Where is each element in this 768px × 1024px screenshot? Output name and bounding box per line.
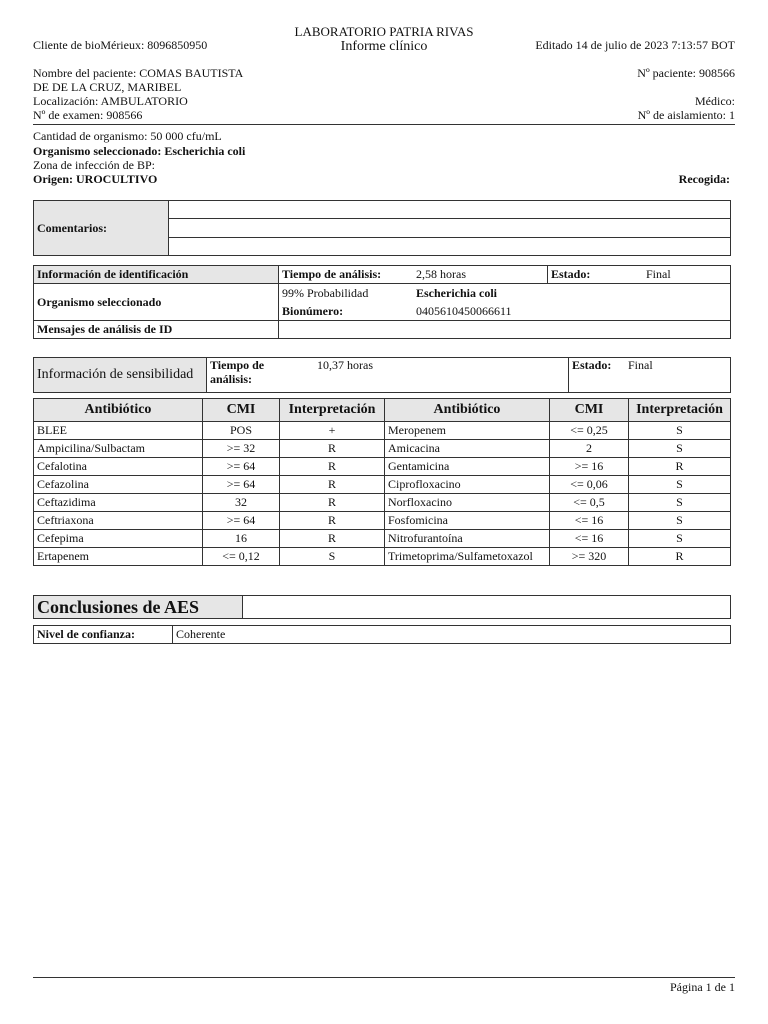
id-time-label: Tiempo de análisis: [279, 266, 414, 284]
collected-label: Recogida: [678, 172, 730, 186]
antibiotic-name: Norfloxacino [385, 494, 550, 512]
id-status-value: Final [640, 266, 731, 284]
antibiotic-name: Fosfomicina [385, 512, 550, 530]
comments-label: Comentarios: [34, 201, 169, 256]
interpretation-value: R [280, 494, 385, 512]
interpretation-value: R [629, 458, 731, 476]
id-messages-label: Mensajes de análisis de ID [34, 321, 279, 339]
table-row [34, 458, 731, 476]
sensitivity-header [33, 357, 731, 393]
cmi-value: <= 16 [550, 530, 629, 548]
cmi-value: <= 0,12 [203, 548, 280, 566]
antibiotic-table-header [34, 399, 731, 422]
antibiotic-name: Gentamicina [385, 458, 550, 476]
cmi-value: >= 32 [203, 440, 280, 458]
selected-organism: Organismo seleccionado: Escherichia coli [33, 144, 246, 158]
cmi-value: >= 64 [203, 512, 280, 530]
table-row [34, 476, 731, 494]
cmi-value: >= 16 [550, 458, 629, 476]
antibiotic-name: Amicacina [385, 440, 550, 458]
infection-zone: Zona de infección de BP: [33, 158, 155, 172]
antibiotic-name: Cefepima [34, 530, 203, 548]
interpretation-value: + [280, 422, 385, 440]
table-row [34, 422, 731, 440]
organism-count: Cantidad de organismo: 50 000 cfu/mL [33, 129, 222, 143]
table-row [34, 512, 731, 530]
cmi-value: <= 0,06 [550, 476, 629, 494]
doctor-label: Médico: [695, 94, 735, 108]
client-id: Cliente de bioMérieux: 8096850950 [33, 38, 208, 52]
col-header-interpretation: Interpretación [280, 399, 385, 422]
antibiotic-name: Ertapenem [34, 548, 203, 566]
cmi-value: 2 [550, 440, 629, 458]
table-row [34, 440, 731, 458]
cmi-value: POS [203, 422, 280, 440]
interpretation-value: S [629, 530, 731, 548]
cmi-value: >= 64 [203, 458, 280, 476]
antibiotic-name: Cefazolina [34, 476, 203, 494]
sens-status-label: Estado: [569, 358, 626, 393]
sens-time-label: Tiempo de análisis: [207, 358, 304, 393]
interpretation-value: R [280, 458, 385, 476]
identification-title: Información de identificación [34, 266, 279, 284]
exam-number: Nº de examen: 908566 [33, 108, 143, 122]
report-title: Informe clínico [340, 39, 428, 54]
confidence-value: Coherente [173, 626, 731, 644]
id-messages-value [279, 321, 731, 339]
patient-location: Localización: AMBULATORIO [33, 94, 188, 108]
sens-time-value: 10,37 horas [303, 358, 569, 393]
edited-date: Editado 14 de julio de 2023 7:13:57 BOT [535, 38, 735, 52]
id-status-label: Estado: [548, 266, 641, 284]
cmi-value: >= 320 [550, 548, 629, 566]
antibiotic-name: BLEE [34, 422, 203, 440]
identification-table [33, 265, 731, 339]
id-organism-label: Organismo seleccionado [34, 284, 279, 321]
sensitivity-title: Información de sensibilidad [34, 358, 207, 393]
comment-line [169, 201, 731, 219]
interpretation-value: R [280, 440, 385, 458]
cmi-value: 16 [203, 530, 280, 548]
id-bionumber: 0405610450066611 [413, 302, 731, 321]
id-time-value: 2,58 horas [413, 266, 548, 284]
antibiotic-name: Ciprofloxacino [385, 476, 550, 494]
interpretation-value: S [629, 422, 731, 440]
confidence-table [33, 625, 731, 644]
cmi-value: <= 0,5 [550, 494, 629, 512]
footer-divider [33, 977, 735, 978]
cmi-value: >= 64 [203, 476, 280, 494]
antibiotic-name: Meropenem [385, 422, 550, 440]
col-header-cmi: CMI [550, 399, 629, 422]
antibiotic-name: Ceftazidima [34, 494, 203, 512]
col-header-cmi: CMI [203, 399, 280, 422]
table-row [34, 494, 731, 512]
id-organism: Escherichia coli [413, 284, 731, 303]
conclusions-title: Conclusiones de AES [34, 596, 243, 619]
specimen-origin: Origen: UROCULTIVO [33, 172, 158, 186]
comment-line [169, 237, 731, 255]
col-header-antibiotic: Antibiótico [385, 399, 550, 422]
col-header-antibiotic: Antibiótico [34, 399, 203, 422]
interpretation-value: R [280, 530, 385, 548]
antibiotic-name: Trimetoprima/Sulfametoxazol [385, 548, 550, 566]
comments-table [33, 200, 731, 256]
lab-name: LABORATORIO PATRIA RIVAS [294, 24, 474, 39]
isolate-number: Nº de aislamiento: 1 [637, 108, 735, 122]
interpretation-value: R [280, 476, 385, 494]
cmi-value: <= 16 [550, 512, 629, 530]
conclusions-table [33, 595, 731, 619]
interpretation-value: S [280, 548, 385, 566]
cmi-value: 32 [203, 494, 280, 512]
patient-name-line2: DE DE LA CRUZ, MARIBEL [33, 80, 182, 94]
id-bionumber-label: Bionúmero: [279, 302, 414, 321]
cmi-value: <= 0,25 [550, 422, 629, 440]
patient-name-line1: Nombre del paciente: COMAS BAUTISTA [33, 66, 244, 80]
antibiotic-name: Nitrofurantoína [385, 530, 550, 548]
page-number: Página 1 de 1 [670, 980, 735, 994]
section-divider [33, 124, 735, 125]
interpretation-value: S [629, 494, 731, 512]
antibiotic-name: Ceftriaxona [34, 512, 203, 530]
interpretation-value: S [629, 440, 731, 458]
col-header-interpretation: Interpretación [629, 399, 731, 422]
table-row [34, 530, 731, 548]
sens-status-value: Final [625, 358, 731, 393]
table-row [34, 548, 731, 566]
patient-number: Nº paciente: 908566 [637, 66, 735, 80]
antibiotic-table [33, 398, 731, 566]
interpretation-value: S [629, 476, 731, 494]
antibiotic-name: Ampicilina/Sulbactam [34, 440, 203, 458]
id-probability: 99% Probabilidad [279, 284, 414, 303]
interpretation-value: R [629, 548, 731, 566]
confidence-label: Nivel de confianza: [34, 626, 173, 644]
comment-line [169, 219, 731, 237]
interpretation-value: S [629, 512, 731, 530]
conclusions-value [243, 596, 731, 619]
interpretation-value: R [280, 512, 385, 530]
antibiotic-name: Cefalotina [34, 458, 203, 476]
